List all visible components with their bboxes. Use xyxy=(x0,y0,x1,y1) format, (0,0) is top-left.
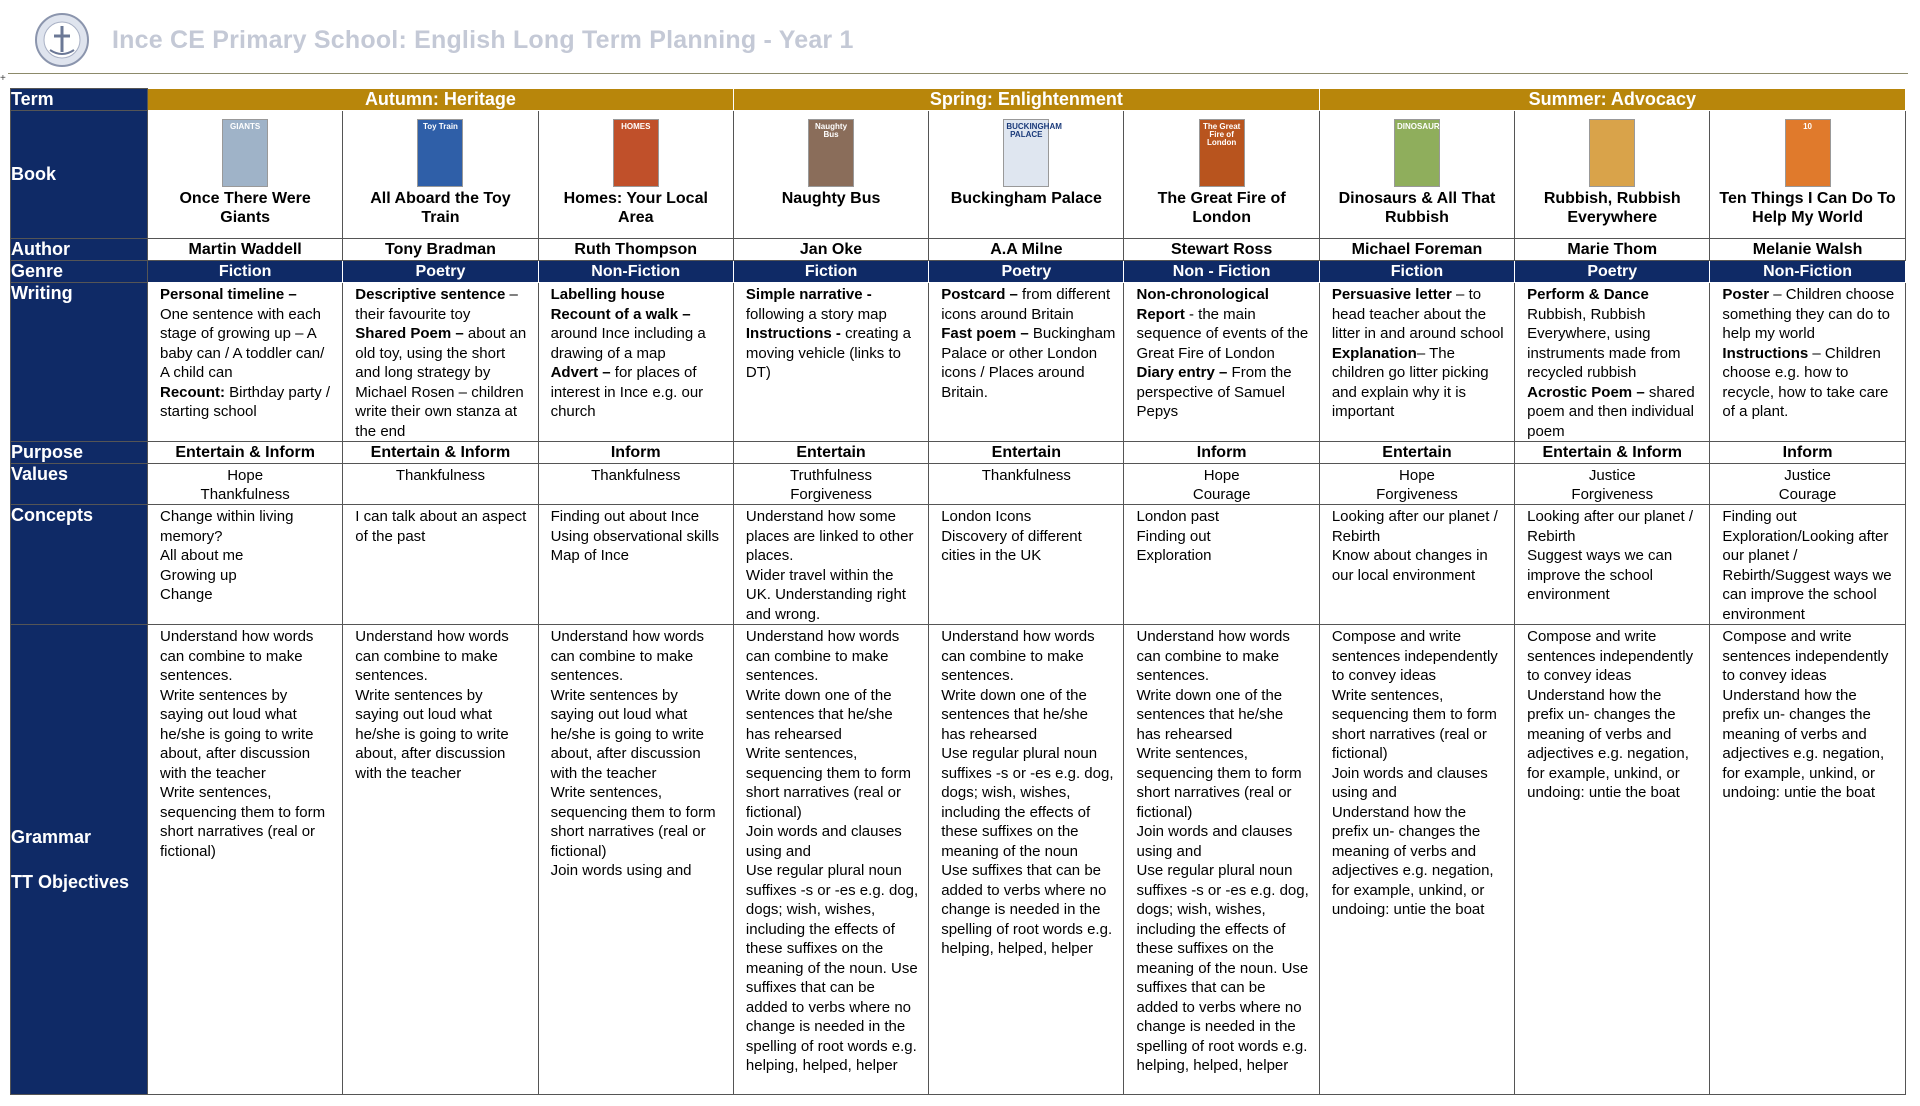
purpose-cell: Inform xyxy=(1124,442,1319,464)
genre-cell: Poetry xyxy=(1515,261,1710,283)
book-cell xyxy=(148,111,343,239)
writing-item xyxy=(551,363,725,422)
document-header xyxy=(0,0,1920,84)
writing-item xyxy=(355,285,529,324)
grammar-item: Write down one of the sentences that he/she has rehearsed xyxy=(1136,686,1284,743)
book-cover-image xyxy=(808,119,854,187)
writing-item-text: – to head teacher about the litter in and around school xyxy=(1331,286,1504,342)
writing-item-text: Rubbish, Rubbish Everywhere, using instruments made from recycled rubbish xyxy=(1527,305,1681,381)
grammar-row xyxy=(11,625,1906,1095)
writing-item xyxy=(1136,363,1310,422)
value-item: Hope xyxy=(227,467,264,484)
writing-item-heading: Fast poem – xyxy=(941,325,1029,342)
writing-item-text: following a story map xyxy=(745,305,887,323)
writing-item-text: One sentence with each stage of growing up – A baby can / A toddler can/ A child can xyxy=(160,305,325,381)
row-label-book xyxy=(11,111,148,239)
concept-item: London Icons xyxy=(941,508,1032,525)
row-label-text: Concepts xyxy=(11,505,94,525)
values-cell xyxy=(929,464,1124,505)
concept-item: London past xyxy=(1136,508,1220,525)
book-cover-image xyxy=(1589,119,1635,187)
writing-item-heading: Persuasive letter xyxy=(1331,286,1452,303)
writing-item xyxy=(941,324,1115,402)
writing-item xyxy=(1332,285,1506,344)
author-cell: Melanie Walsh xyxy=(1710,239,1905,261)
row-label-text: Grammar xyxy=(11,826,92,847)
grammar-item: Write sentences by saying out loud what he/she is going to write about, after discussion with the teacher xyxy=(355,686,509,782)
concept-item: Suggest ways we can improve the school environment xyxy=(1527,547,1673,603)
concepts-cell xyxy=(148,505,343,625)
concept-item: Exploration xyxy=(1136,547,1212,564)
writing-item-heading: Recount of a walk – xyxy=(550,305,691,323)
row-label-text: Term xyxy=(11,89,54,109)
concepts-cell xyxy=(1319,505,1514,625)
school-logo-icon xyxy=(34,12,90,68)
author-cell: Martin Waddell xyxy=(148,239,343,261)
genre-row xyxy=(11,261,1906,283)
book-cover-image xyxy=(1003,119,1062,187)
grammar-item: Compose and write sentences independently to convey ideas xyxy=(1527,628,1694,684)
writing-item xyxy=(941,285,1115,324)
writing-cell xyxy=(343,283,538,442)
grammar-item: Join words and clauses using and xyxy=(1331,764,1488,801)
values-cell xyxy=(733,464,928,505)
value-item: Hope xyxy=(1203,467,1240,484)
row-label-text: Author xyxy=(11,239,70,259)
grammar-item: Write sentences by saying out loud what he/she is going to write about, after discussion with the teacher xyxy=(550,686,705,782)
value-item: Justice xyxy=(1588,467,1636,484)
book-cover-text: BUCKINGHAM PALACE xyxy=(1006,122,1062,139)
purpose-cell: Inform xyxy=(1710,442,1905,464)
value-item: Courage xyxy=(1192,486,1251,503)
writing-item-heading: Labelling house xyxy=(550,286,665,303)
book-title: Ten Things I Can Do To Help My World xyxy=(1719,190,1896,226)
purpose-cell: Entertain xyxy=(929,442,1124,464)
concepts-cell xyxy=(733,505,928,625)
writing-cell xyxy=(148,283,343,442)
writing-item-heading: Instructions - xyxy=(745,325,841,342)
writing-item-heading: Poster xyxy=(1722,286,1770,303)
book-cover-text: GIANTS xyxy=(230,122,261,131)
writing-item-text: from different icons around Britain xyxy=(941,286,1111,323)
values-row xyxy=(11,464,1906,505)
values-cell xyxy=(1710,464,1905,505)
grammar-cell xyxy=(1710,625,1905,1095)
grammar-item: Understand how the prefix un- changes the meaning of verbs and adjectives e.g. negation, for example, unkind, or undoing: untie the boat xyxy=(1331,803,1494,918)
table-move-handle-icon[interactable]: + xyxy=(0,73,6,84)
book-title: Rubbish, Rubbish Everywhere xyxy=(1543,190,1681,226)
book-cover-image xyxy=(222,119,268,187)
genre-cell: Fiction xyxy=(1319,261,1514,283)
writing-item xyxy=(551,305,725,364)
book-cover-image xyxy=(417,119,463,187)
purpose-row xyxy=(11,442,1906,464)
concept-item: Change within living memory? xyxy=(160,508,294,545)
writing-item xyxy=(1722,285,1896,344)
book-cover-image xyxy=(1785,119,1831,187)
grammar-item: Write down one of the sentences that he/she has rehearsed xyxy=(745,686,893,743)
writing-item-heading: Shared Poem – xyxy=(355,325,464,342)
book-cover-text: DINOSAURS xyxy=(1396,122,1445,131)
grammar-item: Write sentences, sequencing them to form short narratives (real or fictional) xyxy=(160,784,326,860)
writing-item-heading: Explanation xyxy=(1331,344,1417,362)
writing-item-text: - the main sequence of events of the Great Fire of London xyxy=(1136,305,1309,362)
writing-cell xyxy=(733,283,928,442)
writing-item-heading: Postcard – xyxy=(941,286,1018,303)
grammar-item: Use regular plural noun suffixes -s or -es e.g. dog, dogs; wish, wishes, including the effects of these suffixes on the meaning of the noun. Use suffixes that can be added to verbs where no change is needed in the spelling of root words e.g. helping, helped, helper xyxy=(745,862,919,1074)
book-title: Buckingham Palace xyxy=(950,190,1102,207)
concept-item: Map of Ince xyxy=(550,547,629,564)
grammar-item: Write sentences, sequencing them to form short narratives (real or fictional) xyxy=(550,784,716,860)
grammar-item: Write sentences, sequencing them to form short narratives (real or fictional) xyxy=(1136,745,1302,821)
grammar-item: Write sentences by saying out loud what he/she is going to write about, after discussion with the teacher xyxy=(160,686,314,782)
value-item: Thankfulness xyxy=(200,486,290,503)
concept-item: Change xyxy=(160,586,213,603)
book-title: The Great Fire of London xyxy=(1157,190,1286,226)
term-header: Autumn: Heritage xyxy=(148,89,734,111)
book-cell xyxy=(1710,111,1905,239)
author-cell: Marie Thom xyxy=(1515,239,1710,261)
concept-item: Looking after our planet / Rebirth xyxy=(1331,508,1498,545)
values-cell xyxy=(148,464,343,505)
grammar-item: Join words and clauses using and xyxy=(745,823,902,860)
values-cell xyxy=(1319,464,1514,505)
concept-item: Finding out Exploration/Looking after our planet / Rebirth/Suggest ways we can improve the school environment xyxy=(1722,508,1892,623)
grammar-item: Understand how the prefix un- changes the meaning of verbs and adjectives e.g. negation, for example, unkind, or undoing: untie the boat xyxy=(1527,686,1689,801)
genre-cell: Poetry xyxy=(343,261,538,283)
writing-item-heading: Descriptive sentence xyxy=(355,286,506,303)
book-cover-text: Toy Train xyxy=(422,122,458,131)
concepts-cell xyxy=(538,505,733,625)
grammar-cell xyxy=(343,625,538,1095)
writing-item-text: – Children choose something they can do to help my world xyxy=(1722,286,1895,342)
grammar-item: Compose and write sentences independently to convey ideas xyxy=(1331,628,1498,684)
grammar-item: Use regular plural noun suffixes -s or -es e.g. dog, dogs; wish, wishes, including the effects of these suffixes on the meaning of the noun. Use suffixes that can be added to verbs where no change is needed in the spelling of root words e.g. helping, helped, helper xyxy=(1136,862,1309,1074)
row-label-concepts xyxy=(11,505,148,625)
author-cell: Stewart Ross xyxy=(1124,239,1319,261)
value-item: Thankfulness xyxy=(395,467,486,484)
book-cover-image xyxy=(1394,119,1445,187)
book-cover-text: The Great Fire of London xyxy=(1202,122,1241,147)
writing-item xyxy=(746,285,920,324)
writing-item-heading: Diary entry – xyxy=(1136,364,1228,381)
header-rule xyxy=(8,73,1908,74)
genre-cell: Non-Fiction xyxy=(538,261,733,283)
book-cover-text: 10 xyxy=(1803,122,1813,131)
concept-item: Looking after our planet / Rebirth xyxy=(1527,508,1694,545)
writing-item xyxy=(355,324,529,441)
writing-item-text: Buckingham Palace or other London icons / Places around Britain. xyxy=(941,325,1116,401)
concept-item: Growing up xyxy=(160,566,237,584)
concept-item: Using observational skills xyxy=(550,527,719,545)
row-label-text: Genre xyxy=(11,261,64,281)
writing-cell xyxy=(1515,283,1710,442)
grammar-item: Understand how words can combine to make sentences. xyxy=(941,628,1095,684)
author-cell: Ruth Thompson xyxy=(538,239,733,261)
writing-item-heading: Acrostic Poem – xyxy=(1527,383,1645,401)
genre-cell: Non-Fiction xyxy=(1710,261,1905,283)
concept-item: Finding out about Ince xyxy=(550,508,700,525)
term-header: Spring: Enlightenment xyxy=(733,89,1319,111)
planning-table xyxy=(10,88,1906,1095)
concepts-cell xyxy=(1515,505,1710,625)
concept-item: Discovery of different cities in the UK xyxy=(941,527,1082,564)
row-label-genre xyxy=(11,261,148,283)
writing-item-text: shared poem and then individual poem xyxy=(1527,383,1695,440)
book-cell xyxy=(929,111,1124,239)
author-row xyxy=(11,239,1906,261)
book-title: Homes: Your Local Area xyxy=(563,190,708,226)
book-title: Once There Were Giants xyxy=(179,190,311,226)
grammar-item: Write down one of the sentences that he/she has rehearsed xyxy=(941,686,1088,743)
concepts-cell xyxy=(1710,505,1905,625)
grammar-item: Use suffixes that can be added to verbs where no change is needed in the spelling of root words e.g. helping, helped, helper xyxy=(941,862,1113,957)
concepts-cell xyxy=(343,505,538,625)
writing-item xyxy=(1332,344,1506,422)
genre-cell: Poetry xyxy=(929,261,1124,283)
writing-item-text: for places of interest in Ince e.g. our church xyxy=(550,364,704,420)
grammar-cell xyxy=(148,625,343,1095)
writing-item xyxy=(160,305,334,383)
writing-row xyxy=(11,283,1906,442)
grammar-cell xyxy=(538,625,733,1095)
writing-item-heading: Recount: xyxy=(160,383,225,401)
writing-item xyxy=(160,285,334,305)
values-cell xyxy=(343,464,538,505)
values-cell xyxy=(1124,464,1319,505)
purpose-cell: Entertain & Inform xyxy=(343,442,538,464)
book-cell xyxy=(1319,111,1514,239)
purpose-cell: Entertain xyxy=(733,442,928,464)
concepts-row xyxy=(11,505,1906,625)
book-title: All Aboard the Toy Train xyxy=(370,190,511,226)
grammar-item: Write sentences, sequencing them to form short narratives (real or fictional) xyxy=(745,745,911,821)
concept-item: I can talk about an aspect of the past xyxy=(355,508,527,545)
writing-item-text: Birthday party / starting school xyxy=(160,383,331,420)
book-title: Naughty Bus xyxy=(781,190,881,207)
value-item: Forgiveness xyxy=(1376,486,1458,503)
book-row xyxy=(11,111,1906,239)
row-label-purpose xyxy=(11,442,148,464)
grammar-item: Understand how words can combine to make sentences. xyxy=(1136,628,1290,684)
value-item: Courage xyxy=(1778,486,1837,503)
writing-item-heading: Simple narrative - xyxy=(745,286,872,303)
writing-cell xyxy=(1319,283,1514,442)
grammar-item: Compose and write sentences independently to convey ideas xyxy=(1722,628,1889,684)
author-cell: Jan Oke xyxy=(733,239,928,261)
purpose-cell: Inform xyxy=(538,442,733,464)
writing-cell xyxy=(1124,283,1319,442)
grammar-cell xyxy=(1124,625,1319,1095)
genre-cell: Non - Fiction xyxy=(1124,261,1319,283)
row-label-grammar xyxy=(11,625,148,1095)
value-item: Forgiveness xyxy=(790,486,872,503)
purpose-cell: Entertain xyxy=(1319,442,1514,464)
grammar-cell xyxy=(929,625,1124,1095)
grammar-item: Join words using and xyxy=(550,862,692,879)
writing-cell xyxy=(538,283,733,442)
row-label-author xyxy=(11,239,148,261)
row-label-text: Book xyxy=(11,164,56,184)
writing-item xyxy=(551,285,725,305)
value-item: Truthfulness xyxy=(790,467,873,484)
writing-item xyxy=(1136,285,1310,363)
row-label-term xyxy=(11,89,148,111)
value-item: Forgiveness xyxy=(1571,486,1654,503)
grammar-item: Understand how words can combine to make sentences. xyxy=(550,628,705,684)
writing-item-heading: Instructions xyxy=(1722,344,1809,362)
grammar-cell xyxy=(733,625,928,1095)
concepts-cell xyxy=(929,505,1124,625)
genre-cell: Fiction xyxy=(733,261,928,283)
row-label-writing xyxy=(11,283,148,442)
value-item: Thankfulness xyxy=(591,467,681,484)
purpose-cell: Entertain & Inform xyxy=(148,442,343,464)
row-label-text: TT Objectives xyxy=(11,871,130,892)
term-row xyxy=(11,89,1906,111)
grammar-item: Join words and clauses using and xyxy=(1136,823,1293,860)
writing-item-text: creating a moving vehicle (links to DT) xyxy=(745,325,911,381)
book-cell xyxy=(1124,111,1319,239)
concepts-cell xyxy=(1124,505,1319,625)
writing-item-heading: Non-chronological Report xyxy=(1136,286,1269,323)
row-label-text: Purpose xyxy=(11,442,84,462)
book-cover-image xyxy=(1199,119,1245,187)
book-cell xyxy=(538,111,733,239)
concept-item: All about me xyxy=(160,547,244,564)
values-cell xyxy=(1515,464,1710,505)
concept-item: Finding out xyxy=(1136,527,1211,545)
concept-item: Wider travel within the UK. Understanding right and wrong. xyxy=(745,566,906,623)
author-cell: A.A Milne xyxy=(929,239,1124,261)
writing-cell xyxy=(929,283,1124,442)
writing-cell xyxy=(1710,283,1905,442)
row-label-text: Values xyxy=(11,464,69,484)
writing-item-text: From the perspective of Samuel Pepys xyxy=(1136,364,1292,420)
values-cell xyxy=(538,464,733,505)
row-label-text: Writing xyxy=(11,283,73,303)
writing-item xyxy=(1527,383,1701,442)
author-cell: Michael Foreman xyxy=(1319,239,1514,261)
grammar-item: Write sentences, sequencing them to form short narratives (real or fictional) xyxy=(1331,686,1497,762)
grammar-item: Understand how words can combine to make sentences. xyxy=(160,628,314,684)
concept-item: Understand how some places are linked to other places. xyxy=(745,508,914,564)
writing-item xyxy=(1527,285,1701,305)
grammar-cell xyxy=(1319,625,1514,1095)
row-label-values xyxy=(11,464,148,505)
writing-item-heading: Perform & Dance xyxy=(1527,286,1649,303)
book-cover-text: HOMES xyxy=(621,122,651,131)
value-item: Justice xyxy=(1784,467,1831,484)
writing-item-text: – their favourite toy xyxy=(355,286,518,323)
grammar-item: Understand how words can combine to make sentences. xyxy=(745,628,900,684)
writing-item-heading: Advert – xyxy=(550,364,611,381)
grammar-cell xyxy=(1515,625,1710,1095)
book-cover-image xyxy=(613,119,659,187)
genre-cell: Fiction xyxy=(148,261,343,283)
concept-item: Know about changes in our local environment xyxy=(1331,547,1488,584)
grammar-item: Understand how words can combine to make sentences. xyxy=(355,628,509,684)
writing-item xyxy=(160,383,334,422)
book-title: Dinosaurs & All That Rubbish xyxy=(1338,190,1496,226)
book-cell xyxy=(1515,111,1710,239)
author-cell: Tony Bradman xyxy=(343,239,538,261)
value-item: Hope xyxy=(1399,467,1435,484)
purpose-cell: Entertain & Inform xyxy=(1515,442,1710,464)
document-title: Ince CE Primary School: English Long Term Planning - Year 1 xyxy=(112,26,854,54)
writing-item xyxy=(746,324,920,383)
writing-item-heading: Personal timeline – xyxy=(160,286,297,303)
grammar-item: Use regular plural noun suffixes -s or -es e.g. dog, dogs; wish, wishes, including the effects of these suffixes on the meaning of the noun xyxy=(941,745,1114,860)
writing-item xyxy=(1722,344,1896,422)
book-cover-text: Naughty Bus xyxy=(815,122,848,139)
grammar-item: Understand how the prefix un- changes the meaning of verbs and adjectives e.g. negation, for example, unkind, or undoing: untie the boat xyxy=(1722,686,1885,801)
writing-item-text: – The children go litter picking and explain why it is important xyxy=(1331,344,1489,420)
book-cell xyxy=(733,111,928,239)
value-item: Thankfulness xyxy=(981,467,1071,484)
writing-item xyxy=(1527,305,1701,383)
writing-item-text: around Ince including a drawing of a map xyxy=(550,325,706,362)
term-header: Summer: Advocacy xyxy=(1319,89,1905,111)
writing-item-text: – Children choose e.g. how to recycle, how to take care of a plant. xyxy=(1722,344,1889,420)
writing-item-text: about an old toy, using the short and long strategy by Michael Rosen – children write their own stanza at the end xyxy=(355,325,527,440)
book-cell xyxy=(343,111,538,239)
